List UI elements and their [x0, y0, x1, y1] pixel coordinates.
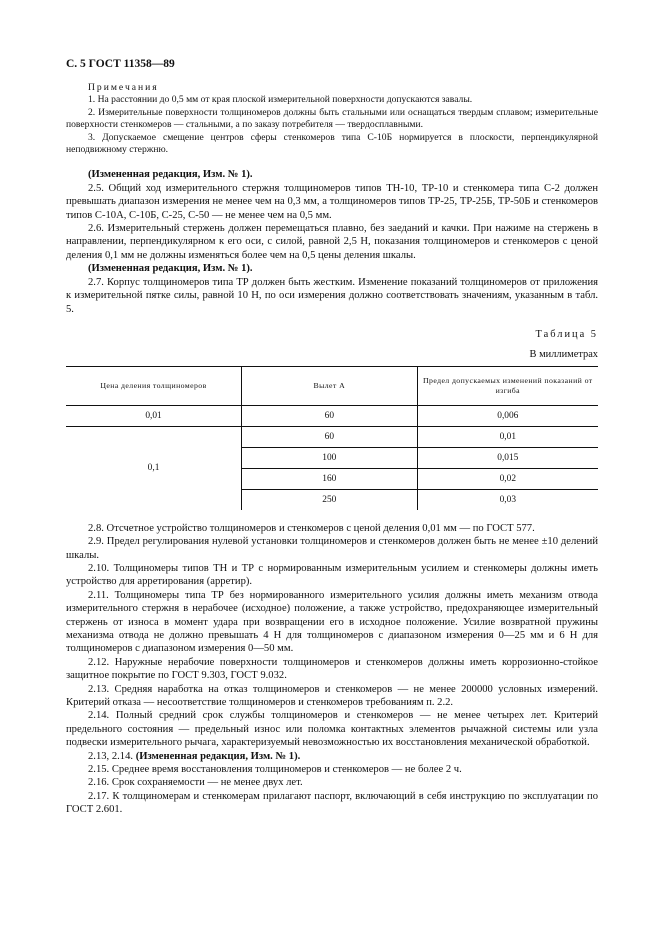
table-cell-limit: 0,03 — [417, 489, 598, 510]
table-cell-division: 0,1 — [147, 463, 160, 474]
table-header-limit: Предел допускаемых изменений показаний от изгиба — [417, 366, 598, 405]
table-cell-reach: 160 — [242, 468, 418, 489]
amendment-prefix: 2.13, 2.14. — [88, 750, 134, 762]
amendment-note: (Измененная редакция, Изм. № 1). — [135, 750, 301, 762]
clause-2-12: 2.12. Наружные нерабочие поверхности толщиномеров и стенкомеров должны иметь коррозионно-стойкое защитное покрытие по ГОСТ 9.303, ГОСТ 9.032. — [66, 656, 598, 682]
clause-2-8: 2.8. Отсчетное устройство толщиномеров и стенкомеров с ценой деления 0,01 мм — по ГОСТ 577. — [88, 522, 535, 534]
table-cell-reach: 250 — [242, 489, 418, 510]
note-3: 3. Допускаемое смещение центров сферы стенкомеров типа С-10Б нормируется в плоскости, перпендикулярной неподвижному стержню. — [66, 131, 598, 156]
clause-2-10: 2.10. Толщиномеры типов ТН и ТР с нормированным измерительным усилием и стенкомеры должны иметь устройство для арретирования (арретир). — [66, 562, 598, 588]
amendment-note: (Измененная редакция, Изм. № 1). — [88, 169, 253, 181]
document-page — [66, 58, 598, 817]
clause-2-17: 2.17. К толщиномерам и стенкомерам прилагают паспорт, включающий в себя инструкцию по эксплуатации по ГОСТ 2.601. — [66, 790, 598, 816]
table-cell-reach: 100 — [242, 447, 418, 468]
notes-block — [66, 82, 598, 156]
clause-2-16: 2.16. Срок сохраняемости — не менее двух лет. — [88, 777, 303, 789]
table-cell-limit: 0,006 — [417, 405, 598, 426]
table-5 — [66, 366, 598, 510]
table-header-reach: Вылет A — [242, 366, 418, 405]
clause-2-11: 2.11. Толщиномеры типа ТР без нормированного измерительного усилия должны иметь механизм отвода измерительного стержня в нерабочее (исходное) положение, а также устройство, предохраняющее измерительный стержень от износа в момент удара при возвращении его в исходное положение. Усилие возвратной пружины механизма отвода не должно превышать 4 Н для толщиномеров с диапазоном измерения 0—25 мм и 6 Н для толщиномеров с диапазоном измерения 0—50 мм. — [66, 589, 598, 655]
amendment-note: (Измененная редакция, Изм. № 1). — [88, 263, 253, 275]
table-cell-limit: 0,015 — [417, 447, 598, 468]
table-caption: Таблица 5 — [535, 328, 598, 340]
amendment-line — [66, 750, 598, 763]
clause-2-7: 2.7. Корпус толщиномеров типа ТР должен быть жестким. Изменение показаний толщиномеров от приложения к измерительной пятке силы, равной 10 Н, по оси измерения должно соответствовать значениям, указанным в табл. 5. — [66, 276, 598, 315]
note-2: 2. Измерительные поверхности толщиномеров должны быть стальными или оснащаться твердым сплавом; измерительные поверхности стенкомеров — стальными, а по заказу потребителя — твердосплавными. — [66, 106, 598, 131]
table-cell-limit: 0,01 — [417, 426, 598, 447]
table-header-division: Цена деления толщиномеров — [66, 366, 242, 405]
table-cell-limit: 0,02 — [417, 468, 598, 489]
table-row — [66, 405, 598, 426]
table-cell-reach: 60 — [242, 405, 418, 426]
clause-2-13: 2.13. Средняя наработка на отказ толщиномеров и стенкомеров — не менее 200000 условных измерений. Критерий отказа — несоответствие толщиномеров и стенкомеров требованиям п. 2.2. — [66, 683, 598, 708]
table-cell-reach: 60 — [242, 426, 418, 447]
clause-2-5: 2.5. Общий ход измерительного стержня толщиномеров типов ТН-10, ТР-10 и стенкомера типа С-2 должен превышать диапазон измерения не менее чем на 0,3 мм, а толщиномеров типов ТР-25, ТР-25Б, ТР-50Б и стенкомеров типов С-10А, С-10Б, С-25, С-50 — не менее чем на 0,5 мм. — [66, 182, 598, 221]
notes-title: Примечания — [88, 82, 159, 93]
clause-2-9: 2.9. Предел регулирования нулевой установки толщиномеров и стенкомеров должен быть не менее ±10 делений шкалы. — [66, 536, 598, 561]
table-units: В миллиметрах — [529, 349, 598, 361]
clause-2-15: 2.15. Среднее время восстановления толщиномеров и стенкомеров — не более 2 ч. — [88, 764, 462, 776]
table-cell-division: 0,01 — [66, 405, 242, 426]
page-header: С. 5 ГОСТ 11358—89 — [66, 58, 175, 70]
clause-2-14: 2.14. Полный средний срок службы толщиномеров и стенкомеров — не менее четырех лет. Критерий предельного состояния — предельный износ или поломка контактных элементов рычажной системы или узла подвески измерительного рычага, характеризуемый невозможностью их восстановления механической обработкой. — [66, 710, 598, 749]
note-1: 1. На расстоянии до 0,5 мм от края плоской измерительной поверхности допускаются завалы. — [88, 94, 473, 106]
table-row — [66, 426, 598, 447]
clause-2-6: 2.6. Измерительный стержень должен перемещаться плавно, без заеданий и качки. При нажиме на стержень в направлении, перпендикулярном к его оси, с силой, равной 2,5 Н, показания толщиномеров и стенкомеров с ценой деления 0,1 мм не должны изменяться более чем на 0,5 цены деления шкалы. — [66, 223, 598, 261]
